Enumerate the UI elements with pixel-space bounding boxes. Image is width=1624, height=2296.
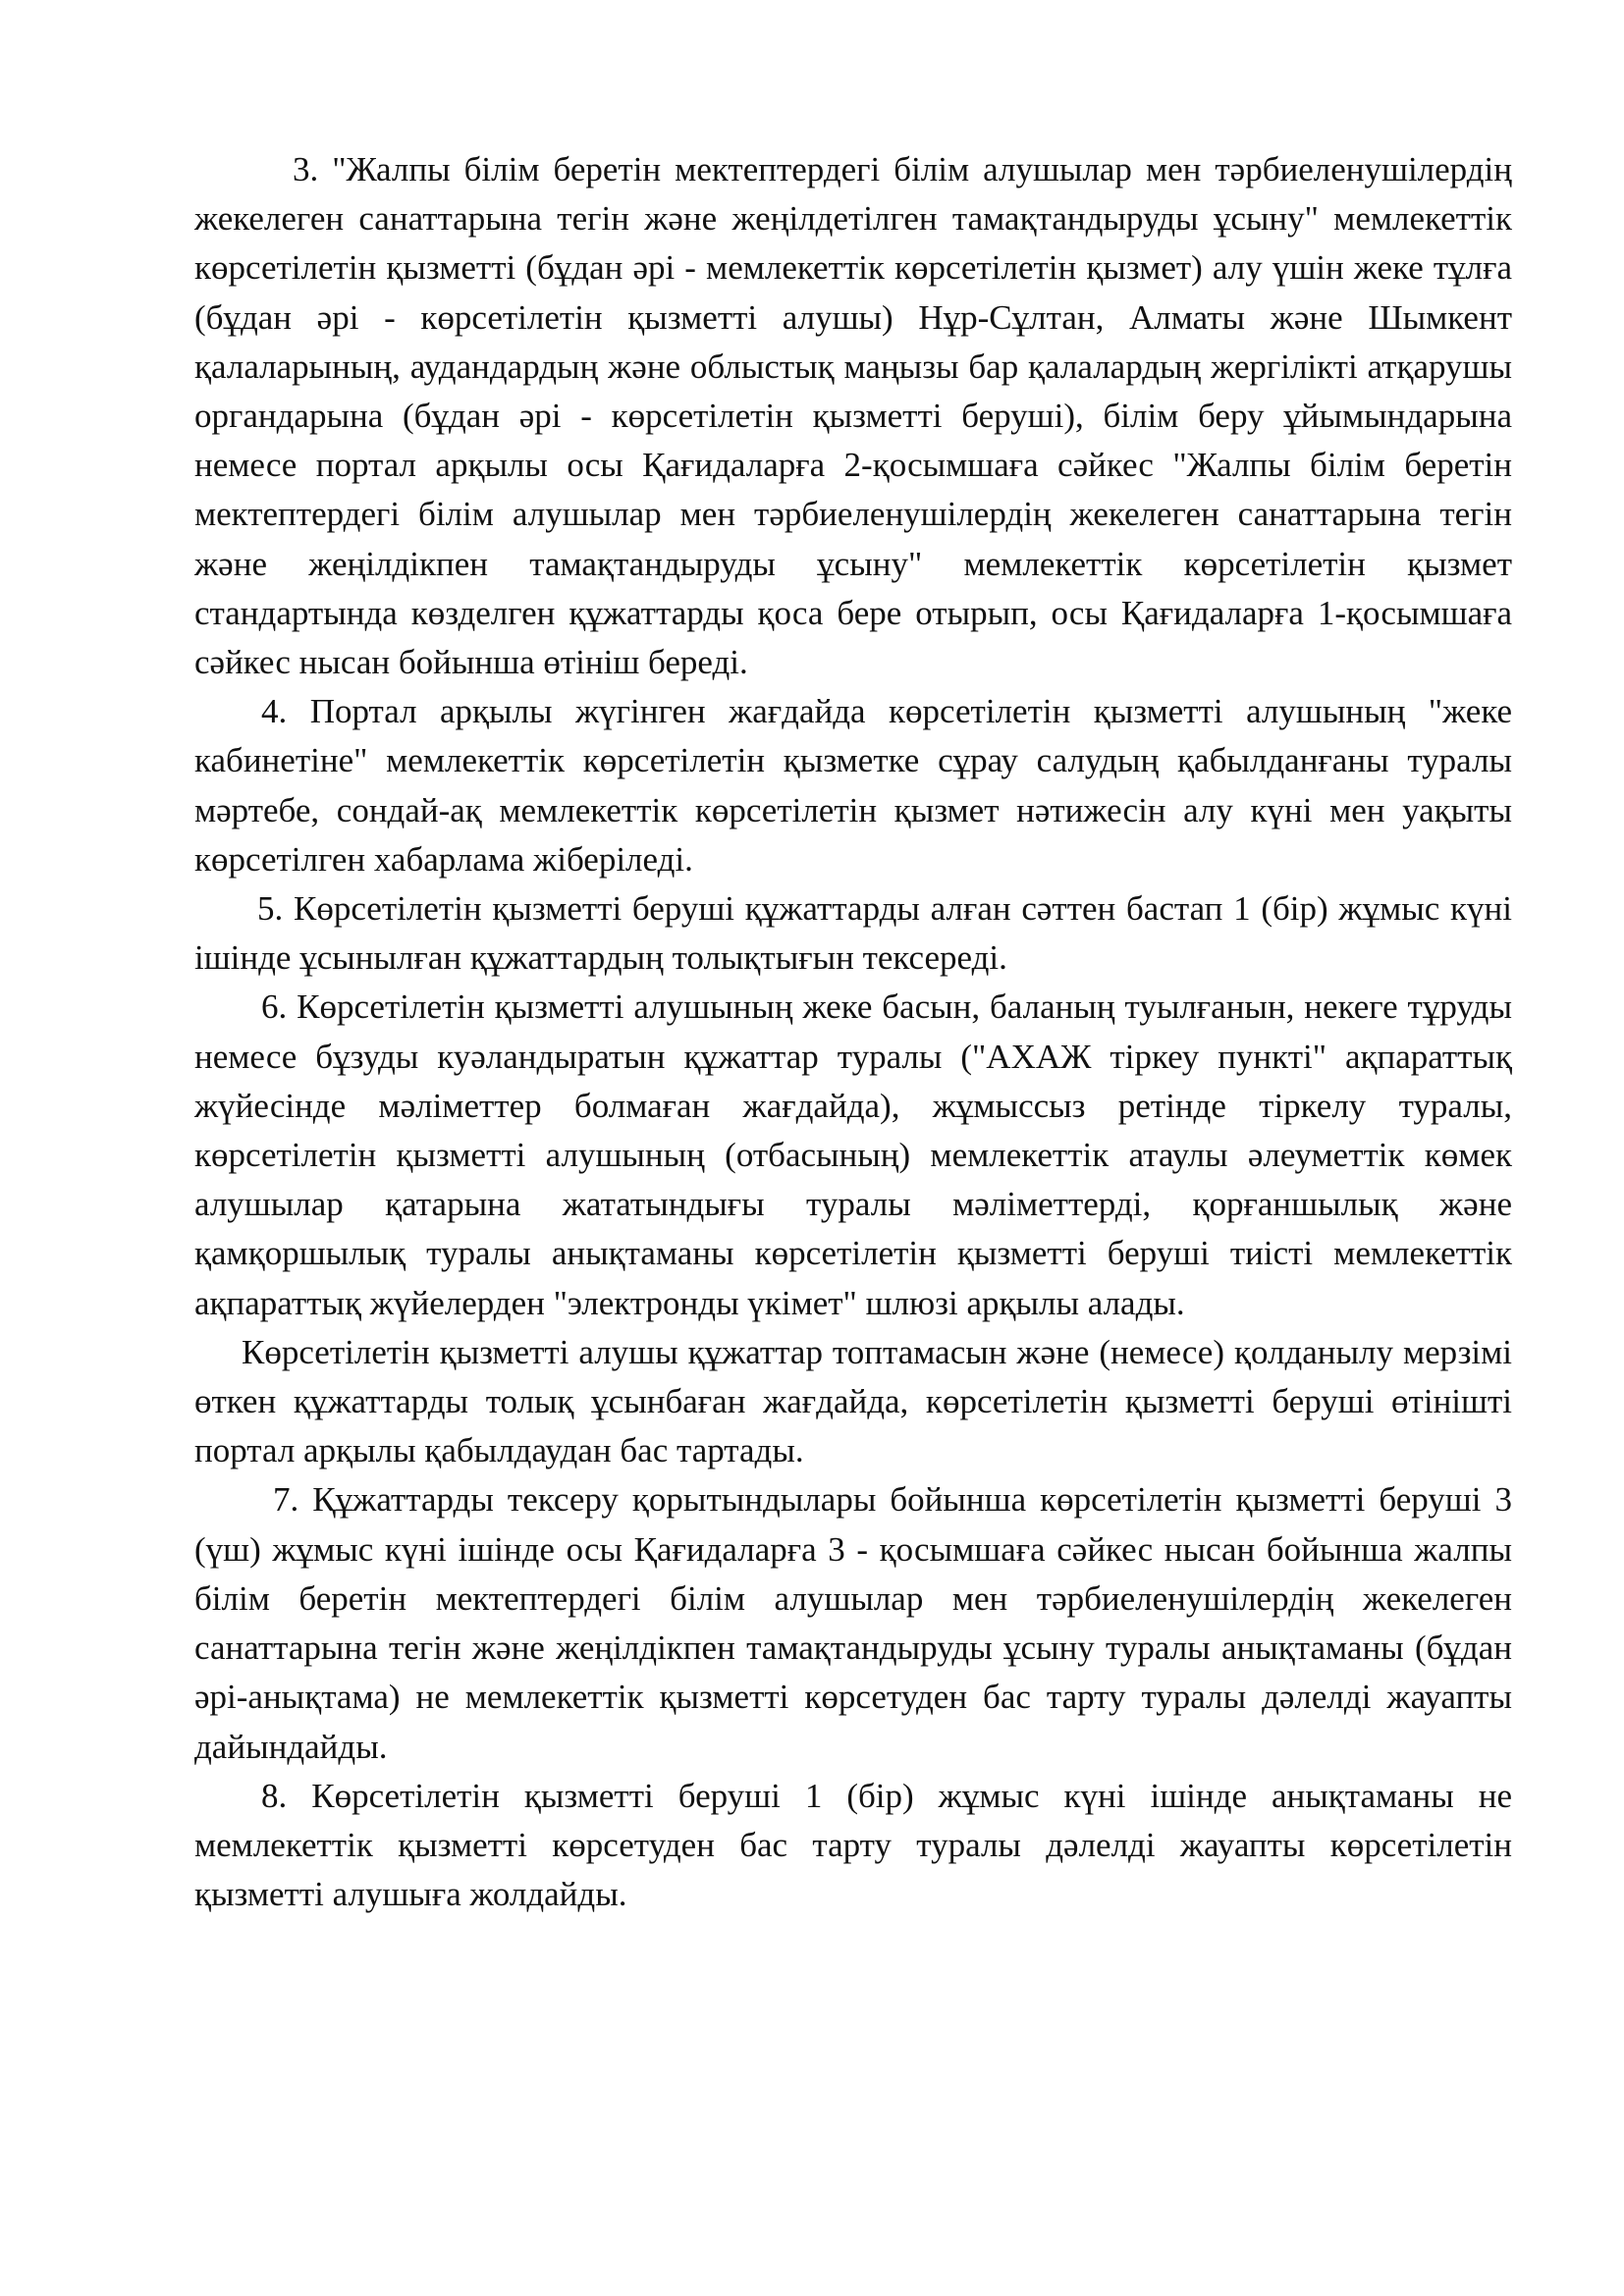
paragraph-item-6-continuation: Көрсетілетін қызметті алушы құжаттар топтамасын және (немесе) қолданылу мерзімі өткен құжаттарды толық ұсынбаған жағдайда, көрсетілетін қызметті беруші өтінішті портал арқылы қабылдаудан бас тартады. [194,1332,1512,1470]
paragraph-item-7: 7. Құжаттарды тексеру қорытындылары бойынша көрсетілетін қызметті беруші 3 (үш) жұмыс күні ішінде осы Қағидаларға 3 - қосымшаға сәйкес нысан бойынша жалпы білім беретін мектептердегі білім алушылар мен тәрбиеленушілердің жекелеген санаттарына тегін және жеңілдікпен тамақтандыруды ұсыну туралы анықтаманы (бұдан әрі-анықтама) не мемлекеттік қызметті көрсетуден бас тарту туралы дәлелді жауапты дайындайды. [194,1480,1512,1766]
paragraph-item-4: 4. Портал арқылы жүгінген жағдайда көрсетілетін қызметті алушының "жеке кабинетіне" мемлекеттік көрсетілетін қызметке сұрау салудың қабылданғаны туралы мәртебе, сондай-ақ мемлекеттік көрсетілетін қызмет нәтижесін алу күні мен уақыты көрсетілген хабарлама жіберіледі. [194,692,1512,879]
paragraph-item-3: 3. "Жалпы білім беретін мектептердегі білім алушылар мен тәрбиеленушілердің жекелеген санаттарына тегін және жеңілдетілген тамақтандыруды ұсыну" мемлекеттік көрсетілетін қызметті (бұдан әрі - мемлекеттік көрсетілетін қызмет) алу үшін жеке тұлға (бұдан әрі - көрсетілетін қызметті алушы) Нұр-Сұлтан, Алматы және Шымкент қалаларының, аудандардың және облыстық маңызы бар қалалардың жергілікті атқарушы органдарына (бұдан әрі - көрсетілетін қызметті беруші), білім беру ұйымындарына немесе портал арқылы осы Қағидаларға 2-қосымшаға сәйкес "Жалпы білім беретін мектептердегі білім алушылар мен тәрбиеленушілердің жекелеген санаттарына тегін және жеңілдікпен тамақтандыруды ұсыну" мемлекеттік көрсетілетін қызмет стандартында көзделген құжаттарды қоса бере отырып, осы Қағидаларға 1-қосымшаға сәйкес нысан бойынша өтініш береді. [194,150,1512,682]
document-body [194,145,1512,1919]
paragraph-item-8: 8. Көрсетілетін қызметті беруші 1 (бір) жұмыс күні ішінде анықтаманы не мемлекеттік қызметті көрсетуден бас тарту туралы дәлелді жауапты көрсетілетін қызметті алушыға жолдайды. [194,1776,1512,1914]
paragraph-item-5: 5. Көрсетілетін қызметті беруші құжаттарды алған сәттен бастап 1 (бір) жұмыс күні ішінде ұсынылған құжаттардың толықтығын тексереді. [194,889,1512,978]
paragraph-item-6: 6. Көрсетілетін қызметті алушының жеке басын, баланың туылғанын, некеге тұруды немесе бұзуды куәландыратын құжаттар туралы ("АХАЖ тіркеу пункті" ақпараттық жүйесінде мәліметтер болмаған жағдайда), жұмыссыз ретінде тіркелу туралы, көрсетілетін қызметті алушының (отбасының) мемлекеттік атаулы әлеуметтік көмек алушылар қатарына жататындығы туралы мәліметтерді, қорғаншылық және қамқоршылық туралы анықтаманы көрсетілетін қызметті беруші тиісті мемлекеттік ақпараттық жүйелерден "электронды үкімет" шлюзі арқылы алады. [194,988,1512,1322]
